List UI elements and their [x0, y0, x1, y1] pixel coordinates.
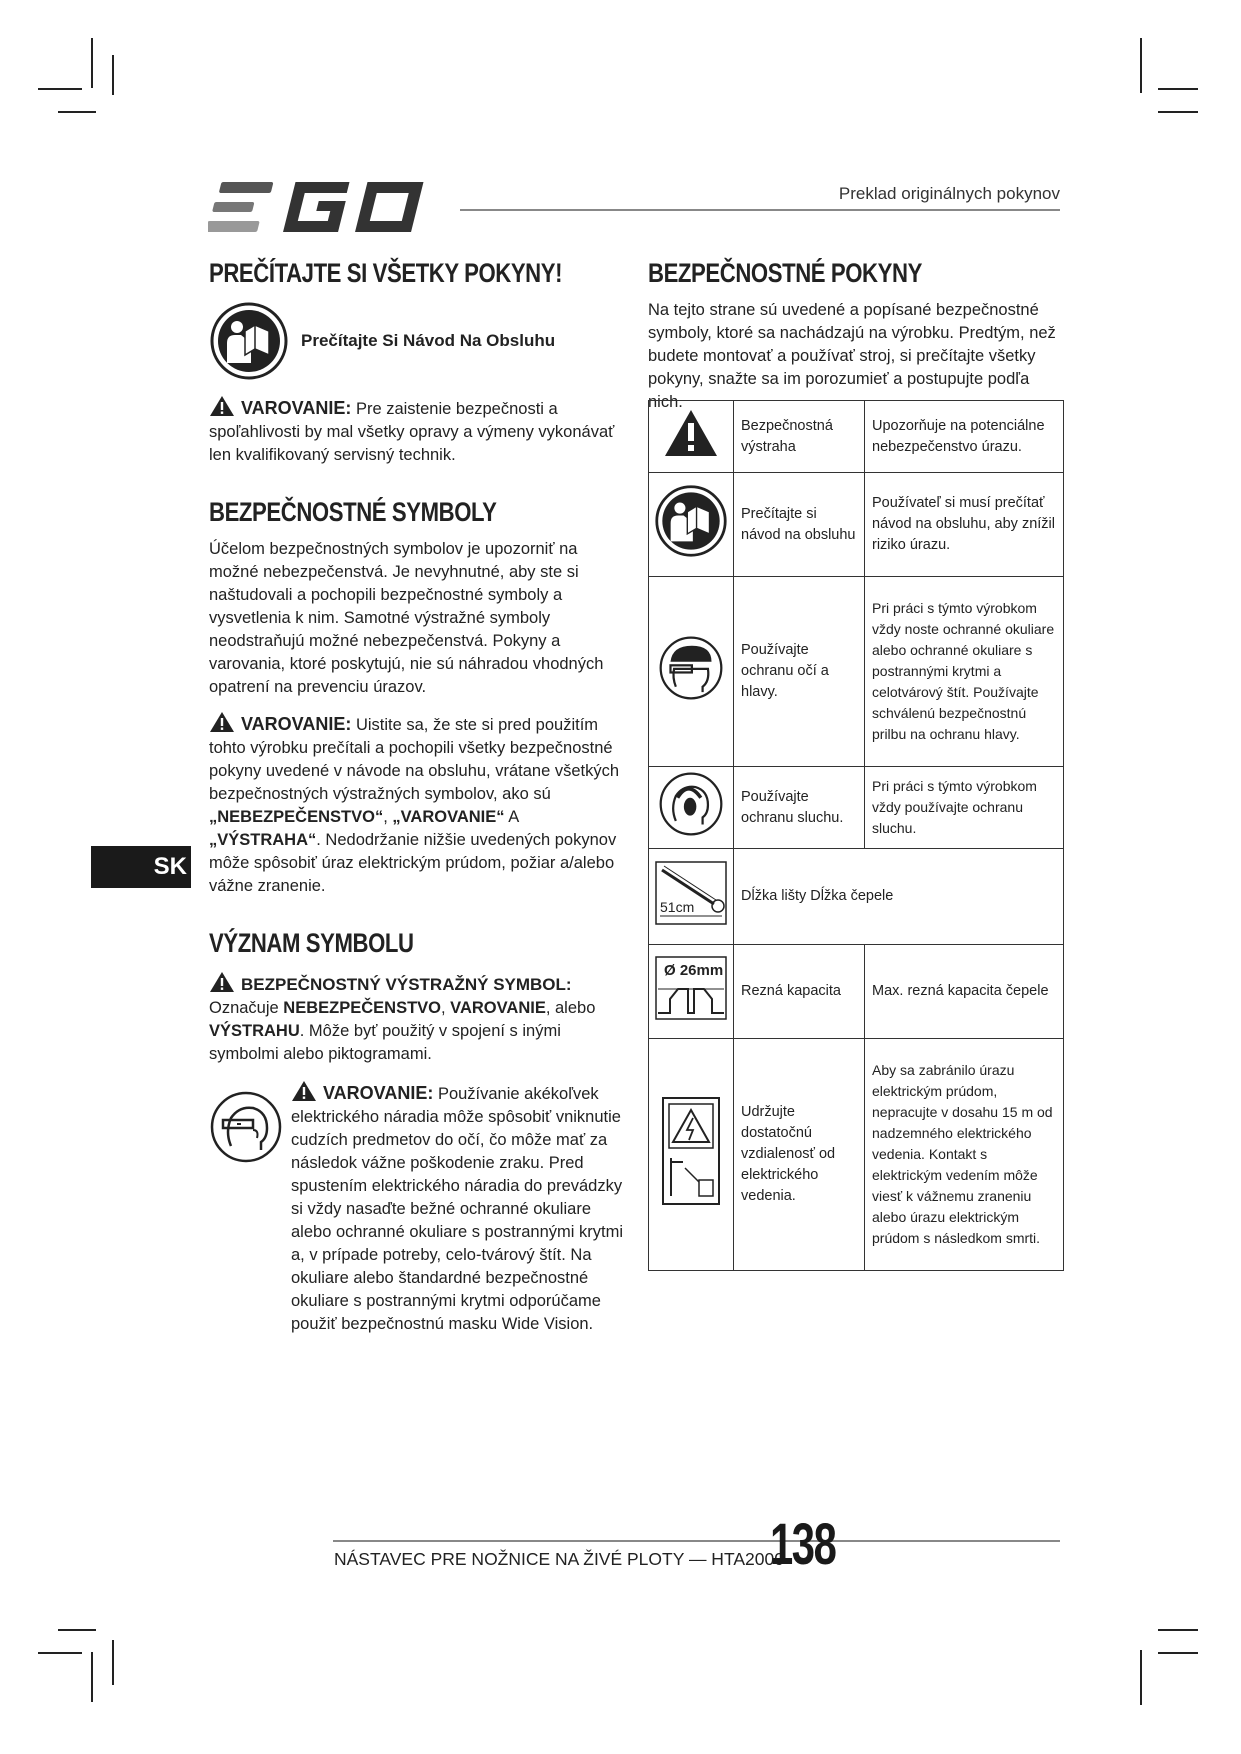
warning-text: Pre zaistenie bezpečnosti a spoľahlivosti by mal všetky opravy a výmeny vykonávať len kvalifikovaný servisný technik.: [209, 400, 615, 464]
warning-term: „VAROVANIE“: [392, 808, 505, 826]
cutting-capacity-icon: [654, 955, 728, 1021]
warning-triangle-icon: [291, 1080, 317, 1102]
warning-text-end: . Nedodržanie nižšie uvedených pokynov môže spôsobiť úraz elektrickým prúdom, požiar a/alebo vážne zranenie.: [209, 831, 617, 895]
warning-label: VAROVANIE:: [241, 714, 352, 734]
alert-term: VÝSTRAHU: [209, 1022, 300, 1040]
alert-text: ,: [441, 999, 451, 1017]
table-desc-cell: Pri práci s týmto výrobkom vždy noste ochranné okuliare alebo ochranné okuliare s postrannými krytmi a celotvárový štít. Používajte schválenú bezpečnostnú prilbu na ochranu hlavy.: [865, 577, 1064, 767]
cutting-capacity-label: Ø 26mm: [664, 962, 724, 979]
read-manual-icon: [654, 484, 728, 558]
warning-label: VAROVANIE:: [323, 1083, 434, 1103]
table-row: [649, 401, 1064, 473]
left-column: [209, 258, 629, 1336]
table-name-cell: Bezpečnostná výstraha: [734, 401, 865, 473]
caution-term: „VÝSTRAHA“: [209, 831, 317, 849]
safety-symbols-title: BEZPEČNOSTNÉ SYMBOLY: [209, 497, 497, 527]
table-name-cell: Rezná kapacita: [734, 945, 865, 1039]
table-icon-cell: [649, 1039, 734, 1271]
header-rule: [460, 209, 1060, 211]
language-tab: [91, 846, 191, 888]
warning-triangle-icon: [209, 971, 235, 993]
ego-logo: [208, 180, 438, 240]
header-subtitle: Preklad originálnych pokynov: [838, 184, 1060, 203]
read-manual-icon: [209, 301, 289, 381]
table-icon-cell: [649, 577, 734, 767]
separator: A: [504, 808, 519, 826]
eye-warning-text: [291, 1080, 629, 1336]
right-column: [648, 258, 1062, 414]
table-row: [649, 577, 1064, 767]
warning-service: [209, 395, 629, 467]
table-row: [649, 945, 1064, 1039]
eye-head-protection-icon: [658, 635, 724, 701]
table-icon-cell: [649, 945, 734, 1039]
table-desc-cell: Max. rezná kapacita čepele: [865, 945, 1064, 1039]
table-name-cell: Používajte ochranu sluchu.: [734, 767, 865, 849]
ego-logo-icon: [208, 180, 438, 235]
footer-rule: [333, 1540, 1060, 1542]
alert-text: , alebo: [545, 999, 596, 1017]
alert-symbol-paragraph: [209, 971, 629, 1066]
table-icon-cell: [649, 473, 734, 577]
safety-symbols-text: Účelom bezpečnostných symbolov je upozorniť na možné nebezpečenstvá. Je nevyhnutné, aby ste si naštudovali a pochopili bezpečnostné symboly a vysvetlenia k nim. Samotné výstražné symboly neodstraňujú možné nebezpečenstvá. Pokyny a varovania, ktoré poskytujú, nie sú náhradou vhodných opatrení na prevenciu úrazov.: [209, 540, 604, 696]
alert-label: BEZPEČNOSTNÝ VÝSTRAŽNÝ SYMBOL:: [241, 975, 572, 994]
table-desc-cell: Upozorňuje na potenciálne nebezpečenstvo úrazu.: [865, 401, 1064, 473]
table-name-cell: Udržujte dostatočnú vzdialenosť od elektrického vedenia.: [734, 1039, 865, 1271]
warning-triangle-icon: [209, 395, 235, 417]
footer-title: NÁSTAVEC PRE NOŽNICE NA ŽIVÉ PLOTY — HTA2000: [334, 1549, 784, 1569]
table-desc-cell: Pri práci s týmto výrobkom vždy používajte ochranu sluchu.: [865, 767, 1064, 849]
symbol-table: [648, 400, 1064, 1271]
read-manual-label: Prečítajte Si Návod Na Obsluhu: [301, 331, 556, 350]
separator: ,: [383, 808, 393, 826]
table-row: [649, 1039, 1064, 1271]
danger-term: „NEBEZPEČENSTVO“: [209, 808, 384, 826]
language-tab-label: SK: [153, 853, 187, 880]
table-name-cell: Používajte ochranu očí a hlavy.: [734, 577, 865, 767]
warning-triangle-icon: [663, 408, 719, 458]
symbol-meaning-title: VÝZNAM SYMBOLU: [209, 928, 414, 958]
bar-length-label: 51cm: [660, 899, 695, 915]
warning-label: VAROVANIE:: [241, 398, 352, 418]
table-desc-cell: Používateľ si musí prečítať návod na obsluhu, aby znížil riziko úrazu.: [865, 473, 1064, 577]
table-row: [649, 473, 1064, 577]
safety-instructions-title: BEZPEČNOSTNÉ POKYNY: [648, 258, 922, 288]
read-all-title: PREČÍTAJTE SI VŠETKY POKYNY!: [209, 258, 563, 288]
safety-instructions-intro: Na tejto strane sú uvedené a popísané bezpečnostné symboly, ktoré sa nachádzajú na výrobku. Predtým, než budete montovať a používať stroj, si prečítajte všetky pokyny, snažte sa im porozumieť a postupujte podľa nich.: [648, 301, 1056, 411]
read-manual-row: [209, 301, 629, 381]
eye-warning-block: [209, 1080, 629, 1336]
table-name-cell: Prečítajte si návod na obsluhu: [734, 473, 865, 577]
table-row: [649, 849, 1064, 945]
table-icon-cell: [649, 849, 734, 945]
table-icon-cell: [649, 767, 734, 849]
warning-triangle-icon: [209, 711, 235, 733]
alert-text: Označuje: [209, 999, 284, 1017]
alert-term: VAROVANIE: [450, 999, 546, 1017]
hearing-protection-icon: [658, 771, 724, 837]
table-desc-cell: Aby sa zabránilo úrazu elektrickým prúdom, nepracujte v dosahu 15 m od nadzemného elektrického vedenia. Kontakt s elektrickým vedením môže viesť k vážnemu zraneniu alebo úrazu elektrickým prúdom s následkom smrti.: [865, 1039, 1064, 1271]
alert-text: . Môže byť použitý v spojení s inými symbolmi alebo piktogramami.: [209, 1022, 561, 1063]
bar-length-icon: [654, 860, 728, 926]
table-icon-cell: [649, 401, 734, 473]
table-name-cell: Dĺžka lišty Dĺžka čepele: [734, 849, 1064, 945]
warning-text: Používanie akékoľvek elektrického náradia môže spôsobiť vniknutie cudzích predmetov do očí, čo môže mať za následok vážne poškodenie zraku. Pred spustením elektrického náradia do prevádzky si vždy nasaďte bežné ochranné okuliare alebo ochranné okuliare s postrannými krytmi a, v prípade potreby, celo-tvárový štít. Na okuliare alebo štandardné bezpečnostné okuliare s postrannými krytmi odporúčame použiť bezpečnostnú masku Wide Vision.: [291, 1085, 623, 1333]
warning-text: Uistite sa, že ste si pred použitím tohto výrobku prečítali a pochopili všetky bezpečnostné pokyny uvedené v návode na obsluhu, vrátane všetkých bezpečnostných výstražných symbolov, ako sú: [209, 716, 620, 803]
eye-protection-icon: [209, 1090, 283, 1164]
table-row: [649, 767, 1064, 849]
warning-read-manual: [209, 711, 629, 898]
power-line-icon: [661, 1096, 721, 1206]
alert-term: NEBEZPEČENSTVO: [283, 999, 441, 1017]
page-number: 138: [770, 1512, 836, 1577]
